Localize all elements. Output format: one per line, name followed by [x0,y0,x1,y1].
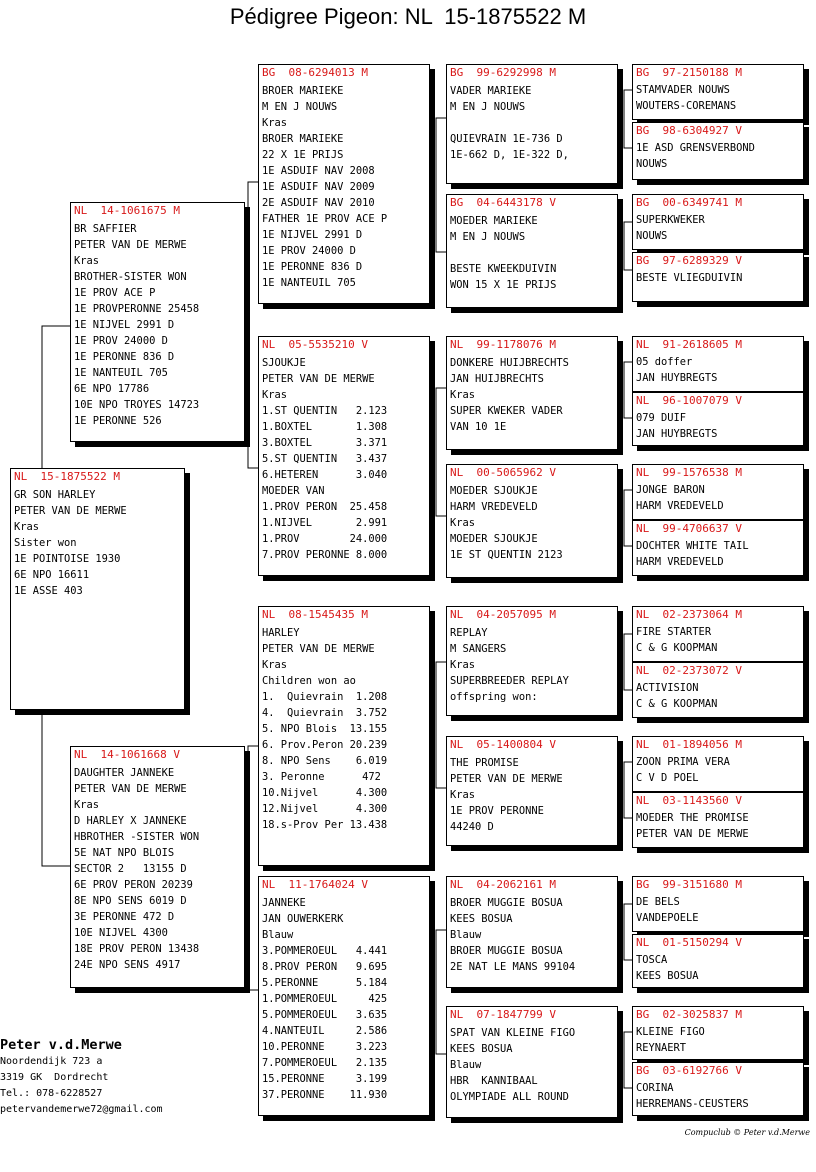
pigeon-info-line: KEES BOSUA [450,1043,513,1055]
pigeon-info-line: PETER VAN DE MERWE [14,505,127,517]
pigeon-info-line: BESTE VLIEGDUIVIN [636,272,743,284]
ring-number: NL 03-1143560 V [636,794,742,807]
pigeon-info-line: 1E NANTEUIL 705 [74,367,168,379]
pigeon-info-line: 6E NPO 16611 [14,569,90,581]
ring-number: NL 05-5535210 V [262,338,368,351]
pigeon-card-g4-3 [632,194,804,250]
pigeon-info-line: WON 15 X 1E PRIJS [450,279,557,291]
pigeon-info-line: 24E NPO SENS 4917 [74,959,181,971]
pigeon-info-line: 5.PERONNE 5.184 [262,977,388,989]
pigeon-info-line [450,245,617,261]
ring-number: BG 99-6292998 M [450,66,556,79]
pigeon-info-line: 15.PERONNE 3.199 [262,1073,388,1085]
ring-number: NL 00-5065962 V [450,466,556,479]
ring-number: BG 97-6289329 V [636,254,742,267]
pigeon-info-line: 05 doffer [636,356,693,368]
pigeon-info-line: 4. Quievrain 3.752 [262,707,388,719]
pigeon-card-gs3 [258,606,430,866]
pigeon-info-line [450,115,617,131]
connector-gen3-d [436,930,446,1054]
pigeon-info-line: 1E POINTOISE 1930 [14,553,121,565]
pigeon-info-line: ZOON PRIMA VERA [636,756,730,768]
pigeon-info-line: C V D POEL [636,771,699,784]
connector-gen3-a [436,118,446,252]
pigeon-info-line: VAN 10 1E [450,421,507,433]
pigeon-info-line: MOEDER MARIEKE [450,215,538,227]
connector-gen4-d [624,490,632,546]
pigeon-info-line: WOUTERS-COREMANS [636,99,737,112]
pigeon-info-line: SUPERBREEDER REPLAY [450,675,569,687]
ring-number: NL 99-1576538 M [636,466,742,479]
connector-gen2-dam [248,746,258,990]
pigeon-info-line: THE PROMISE [450,757,519,769]
pigeon-card-g3-2 [446,194,618,308]
pigeon-card-g3-7 [446,876,618,988]
pigeon-info-line: 8.PROV PERON 9.695 [262,961,388,973]
connector-gen4-g [624,904,632,960]
pigeon-info-line: Blauw [450,929,482,941]
pigeon-card-g4-6 [632,392,804,446]
pigeon-info-line: 1.POMMEROEUL 425 [262,993,388,1005]
breeder-info [0,1036,250,1118]
pigeon-card-g4-4 [632,252,804,302]
ring-number: BG 00-6349741 M [636,196,742,209]
pigeon-info-line: 5.POMMEROEUL 3.635 [262,1009,388,1021]
pigeon-info-line: Children won ao [262,675,356,687]
pigeon-info-line: 6E NPO 17786 [74,383,150,395]
pigeon-info-line: MOEDER SJOUKJE [450,485,538,497]
connector-gen4-h [624,1032,632,1088]
ring-number: NL 14-1061675 M [74,204,180,217]
pigeon-info-line: Kras [14,521,40,533]
pigeon-info-line: MOEDER THE PROMISE [636,812,749,824]
pigeon-info-line: BROER MUGGIE BOSUA [450,945,563,957]
pigeon-info-line: 1E ST QUENTIN 2123 [450,549,563,561]
breeder-phone: Tel.: 078-6228527 [0,1088,103,1099]
pigeon-info-line: STAMVADER NOUWS [636,84,730,96]
pigeon-info-line: 7.PROV PERONNE 8.000 [262,549,388,561]
breeder-name: Peter v.d.Merwe [0,1037,122,1053]
pigeon-info-line: 1.BOXTEL 1.308 [262,421,388,433]
pigeon-info-line: offspring won: [450,691,538,703]
pigeon-info-line: HARM VREDEVELD [636,555,724,568]
pigeon-card-g4-11 [632,736,804,792]
pigeon-info-line: 1. Quievrain 1.208 [262,691,388,703]
connector-gen4-f [624,762,632,818]
pigeon-info-line: 1E PROV PERONNE [450,805,544,817]
pigeon-info-line: SPAT VAN KLEINE FIGO [450,1027,576,1039]
ring-number: BG 02-3025837 M [636,1008,742,1021]
pigeon-info-line: 1E PERONNE 836 D [262,261,363,273]
ring-number: NL 91-2618605 M [636,338,742,351]
ring-number: BG 04-6443178 V [450,196,556,209]
pigeon-card-g3-4 [446,464,618,578]
pigeon-info-line: Kras [450,517,476,529]
pigeon-info-line: 3.POMMEROEUL 4.441 [262,945,388,957]
pigeon-card-g4-2 [632,122,804,180]
pigeon-card-g4-7 [632,464,804,520]
pigeon-info-line: 2E ASDUIF NAV 2010 [262,197,375,209]
pigeon-info-line: M EN J NOUWS [450,101,526,113]
pigeon-info-line: NOUWS [636,157,668,170]
pigeon-info-line: KEES BOSUA [636,969,699,982]
pigeon-card-gs4 [258,876,430,1116]
pigeon-card-sire [70,202,245,442]
pigeon-info-line: PETER VAN DE MERWE [262,373,375,385]
pigeon-card-g3-8 [446,1006,618,1118]
pigeon-info-line: Kras [450,789,476,801]
pigeon-info-line: PETER VAN DE MERWE [450,773,563,785]
connector-gen2-sire [248,182,258,468]
pigeon-info-line: 1E ASDUIF NAV 2008 [262,165,375,177]
pigeon-info-line: Kras [74,255,100,267]
pigeon-info-line: VANDEPOELE [636,911,699,924]
pigeon-info-line: TOSCA [636,954,668,966]
pigeon-info-line: 4.NANTEUIL 2.586 [262,1025,388,1037]
pigeon-info-line: BROER MUGGIE BOSUA [450,897,563,909]
pigeon-info-line: JAN HUYBREGTS [636,371,718,384]
pigeon-card-g4-13 [632,876,804,932]
pigeon-info-line: 3E PERONNE 472 D [74,911,175,923]
ring-number: NL 05-1400804 V [450,738,556,751]
pigeon-info-line: 1E PERONNE 526 [74,415,162,427]
ring-number: NL 01-5150294 V [636,936,742,949]
pigeon-info-line: 10.Nijvel 4.300 [262,787,388,799]
pigeon-info-line: 37.PERONNE 11.930 [262,1089,388,1101]
connector-gen4-a [624,90,632,148]
pigeon-info-line: 1E PERONNE 836 D [74,351,175,363]
pigeon-card-subject [10,468,185,710]
pigeon-info-line: 12.Nijvel 4.300 [262,803,388,815]
ring-number: NL 01-1894056 M [636,738,742,751]
connector-gen3-b [436,388,446,516]
connector-gen4-e [624,634,632,690]
pigeon-info-line: JANNEKE [262,897,306,909]
pigeon-card-g3-1 [446,64,618,184]
pigeon-info-line: 1.PROV 24.000 [262,533,388,545]
pigeon-card-gs1 [258,64,430,304]
pigeon-info-line: 18.s-Prov Per 13.438 [262,819,388,831]
ring-number: NL 96-1007079 V [636,394,742,407]
pigeon-info-line: OLYMPIADE ALL ROUND [450,1091,569,1103]
pigeon-info-line: MOEDER VAN [262,485,325,497]
pigeon-card-g4-8 [632,520,804,576]
pigeon-card-g4-12 [632,792,804,848]
ring-number: NL 99-4706637 V [636,522,742,535]
pigeon-info-line: GR SON HARLEY [14,489,96,501]
pigeon-info-line: 1E ASDUIF NAV 2009 [262,181,375,193]
pigeon-card-dam [70,746,245,988]
pigeon-info-line: C & G KOOPMAN [636,697,718,710]
pigeon-info-line: SUPER KWEKER VADER [450,405,563,417]
ring-number: NL 08-1545435 M [262,608,368,621]
pigeon-info-line: JAN OUWERKERK [262,913,344,925]
pigeon-info-line: JAN HUIJBRECHTS [450,373,544,385]
pigeon-card-g4-16 [632,1062,804,1116]
connector-gen3-c [436,662,446,788]
pigeon-info-line: 1E NIJVEL 2991 D [262,229,363,241]
pigeon-card-g4-1 [632,64,804,120]
ring-number: NL 07-1847799 V [450,1008,556,1021]
ring-number: NL 11-1764024 V [262,878,368,891]
pigeon-info-line: MOEDER SJOUKJE [450,533,538,545]
pigeon-info-line: DOCHTER WHITE TAIL [636,540,749,552]
pigeon-info-line: 1.ST QUENTIN 2.123 [262,405,388,417]
pigeon-card-g4-14 [632,934,804,988]
pigeon-info-line: 7.POMMEROEUL 2.135 [262,1057,388,1069]
pigeon-info-line: Kras [262,117,288,129]
pigeon-info-line: 8E NPO SENS 6019 D [74,895,187,907]
pigeon-info-line: CORINA [636,1082,674,1094]
pigeon-info-line: QUIEVRAIN 1E-736 D [450,133,563,145]
pigeon-info-line: 10.PERONNE 3.223 [262,1041,388,1053]
ring-number: NL 02-2373064 M [636,608,742,621]
pigeon-info-line: DONKERE HUIJBRECHTS [450,357,569,369]
pigeon-info-line: 1E NANTEUIL 705 [262,277,356,289]
pigeon-info-line: 1E PROV ACE P [74,287,156,299]
pigeon-info-line: KLEINE FIGO [636,1026,705,1038]
pigeon-info-line: NOUWS [636,229,668,242]
pigeon-info-line: BESTE KWEEKDUIVIN [450,263,557,275]
pigeon-info-line: PETER VAN DE MERWE [74,783,187,795]
pigeon-card-g3-3 [446,336,618,450]
pigeon-card-gs2 [258,336,430,576]
pigeon-card-g3-6 [446,736,618,846]
pigeon-card-g4-10 [632,662,804,718]
pigeon-info-line: ACTIVISION [636,682,699,694]
footer-credit: Compuclub © Peter v.d.Merwe [684,1128,810,1137]
pigeon-info-line: 1E PROVPERONNE 25458 [74,303,200,315]
pigeon-info-line: PETER VAN DE MERWE [262,643,375,655]
pigeon-card-g3-5 [446,606,618,716]
pigeon-info-line: 3.BOXTEL 3.371 [262,437,388,449]
pigeon-info-line: 1E PROV 24000 D [262,245,356,257]
pigeon-info-line: M EN J NOUWS [450,231,526,243]
pigeon-info-line: 1.PROV PERON 25.458 [262,501,388,513]
pigeon-info-line: 1E-662 D, 1E-322 D, [450,149,569,161]
breeder-address-city: 3319 GK Dordrecht [0,1072,109,1083]
pigeon-info-line: SECTOR 2 13155 D [74,863,187,875]
ring-number: BG 98-6304927 V [636,124,742,137]
breeder-address-street: Noordendijk 723 a [0,1056,103,1067]
pigeon-info-line: FATHER 1E PROV ACE P [262,213,388,225]
pigeon-info-line: BROER MARIEKE [262,85,344,97]
pigeon-info-line: C & G KOOPMAN [636,641,718,654]
breeder-email[interactable]: petervandemerwe72@gmail.com [0,1104,163,1115]
pigeon-info-line: 5. NPO Blois 13.155 [262,723,388,735]
pigeon-info-line: Blauw [262,929,294,941]
pigeon-info-line: 6.HETEREN 3.040 [262,469,388,481]
pigeon-info-line: D HARLEY X JANNEKE [74,815,187,827]
pigeon-info-line: PETER VAN DE MERWE [74,239,187,251]
pigeon-info-line: Kras [74,799,100,811]
pigeon-info-line: JAN HUYBREGTS [636,427,718,440]
pigeon-info-line: SJOUKJE [262,357,306,369]
ring-number: NL 04-2062161 M [450,878,556,891]
pigeon-info-line: BR SAFFIER [74,223,137,235]
connector-gen4-c [624,362,632,418]
pigeon-info-line: Kras [262,389,288,401]
pigeon-info-line: BROTHER-SISTER WON [74,271,187,283]
pigeon-info-line: 1E ASSE 403 [14,585,83,597]
pigeon-info-line: 10E NPO TROYES 14723 [74,399,200,411]
ring-number: NL 15-1875522 M [14,470,120,483]
ring-number: BG 99-3151680 M [636,878,742,891]
pigeon-info-line: 22 X 1E PRIJS [262,149,344,161]
pigeon-info-line: DAUGHTER JANNEKE [74,767,175,779]
pigeon-info-line: 2E NAT LE MANS 99104 [450,961,576,973]
ring-number: NL 04-2057095 M [450,608,556,621]
pigeon-info-line: VADER MARIEKE [450,85,532,97]
pigeon-card-g4-5 [632,336,804,392]
pigeon-info-line: KEES BOSUA [450,913,513,925]
ring-number: NL 02-2373072 V [636,664,742,677]
pigeon-info-line: HBROTHER -SISTER WON [74,831,200,843]
pigeon-info-line: HBR KANNIBAAL [450,1075,538,1087]
pigeon-info-line: M SANGERS [450,643,507,655]
pigeon-info-line: Kras [262,659,288,671]
pigeon-info-line: JONGE BARON [636,484,705,496]
pigeon-info-line: Sister won [14,537,77,549]
pigeon-info-line: HARLEY [262,627,300,639]
pigeon-info-line: 6. Prov.Peron 20.239 [262,739,388,751]
pigeon-info-line: 5E NAT NPO BLOIS [74,847,175,859]
pigeon-info-line: HARM VREDEVELD [450,501,538,513]
pigeon-info-line: 1E PROV 24000 D [74,335,168,347]
pigeon-info-line: Kras [450,389,476,401]
pigeon-info-line: SUPERKWEKER [636,214,705,226]
pigeon-info-line: 44240 D [450,821,494,833]
pigeon-info-line: 3. Peronne 472 [262,771,381,783]
ring-number: BG 97-2150188 M [636,66,742,79]
pigeon-info-line: 079 DUIF [636,412,687,424]
pigeon-info-line: REPLAY [450,627,488,639]
ring-number: NL 14-1061668 V [74,748,180,761]
pigeon-info-line: BROER MARIEKE [262,133,344,145]
pigeon-info-line: 18E PROV PERON 13438 [74,943,200,955]
pigeon-info-line: 8. NPO Sens 6.019 [262,755,388,767]
pigeon-info-line: 1E NIJVEL 2991 D [74,319,175,331]
pigeon-info-line: DE BELS [636,896,680,908]
connector-gen4-b [624,222,632,270]
pigeon-info-line: Kras [450,659,476,671]
pigeon-info-line: REYNAERT [636,1041,687,1054]
ring-number: BG 03-6192766 V [636,1064,742,1077]
pigeon-info-line: PETER VAN DE MERWE [636,827,749,840]
pigeon-info-line: HARM VREDEVELD [636,499,724,512]
page-title: Pédigree Pigeon: NL 15-1875522 M [229,4,587,29]
ring-number: BG 08-6294013 M [262,66,368,79]
pigeon-info-line: 1E ASD GRENSVERBOND [636,142,755,154]
pigeon-info-line: M EN J NOUWS [262,101,338,113]
pigeon-info-line: 1.NIJVEL 2.991 [262,517,388,529]
ring-number: NL 99-1178076 M [450,338,556,351]
pigeon-info-line: 10E NIJVEL 4300 [74,927,168,939]
pigeon-card-g4-9 [632,606,804,662]
pigeon-info-line: 6E PROV PERON 20239 [74,879,193,891]
pigeon-info-line: FIRE STARTER [636,626,712,638]
pigeon-info-line: 5.ST QUENTIN 3.437 [262,453,388,465]
pigeon-info-line: Blauw [450,1059,482,1071]
pigeon-info-line: HERREMANS-CEUSTERS [636,1097,749,1110]
pigeon-card-g4-15 [632,1006,804,1060]
